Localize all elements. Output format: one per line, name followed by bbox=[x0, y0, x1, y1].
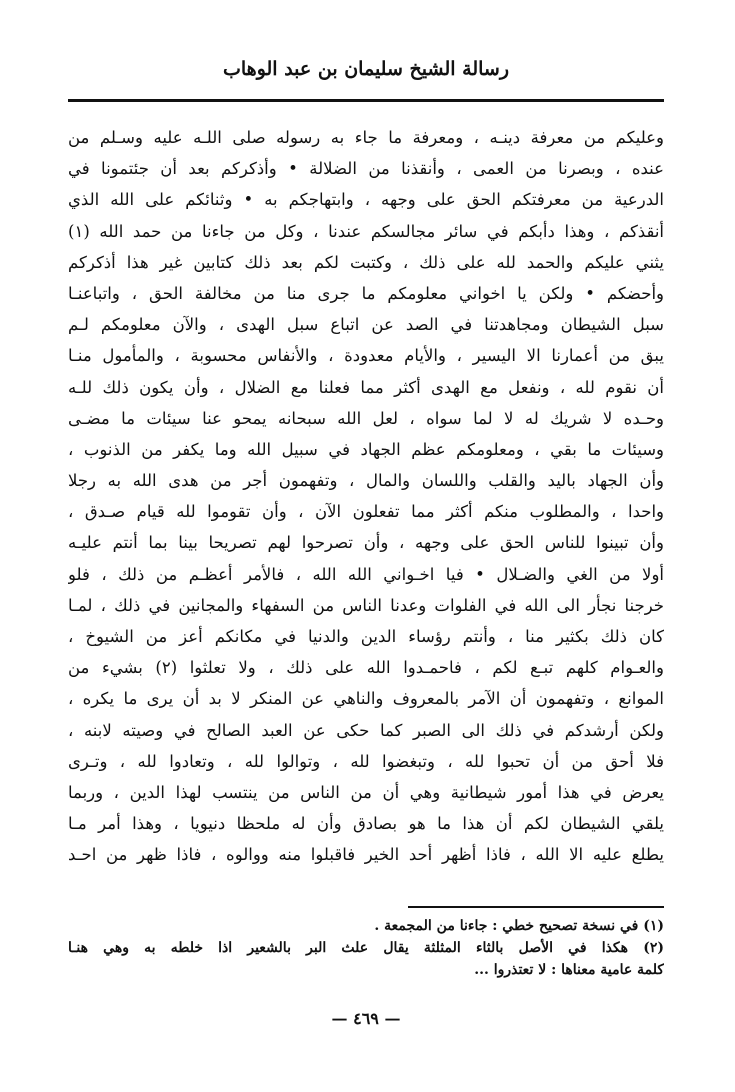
text-line: أولا من الغي والضـلال • فيا اخـواني الله الله ، فالأمر أعظـم من ذلك ، فلو bbox=[68, 564, 664, 584]
text-line: وأن تبينوا للناس الحق على وجهه ، وأن تصرحوا لهم تصريحا بينا بما أنتم عليـه bbox=[68, 533, 664, 553]
text-line: أنقذكم ، وهذا دأبكم في سائر مجالسكم عندنا ، وكل من جاءنا من حمد الله (١) bbox=[68, 221, 664, 241]
text-line: كان ذلك بكثير منا ، وأنتم رؤساء الدين والدنيا في مكانكم أعز من الشيوخ ، bbox=[68, 627, 664, 646]
text-line: ولكن أرشدكم في ذلك الى الصبر كما حكى عن العبد الصالح في وصيته لابنه ، bbox=[68, 720, 664, 740]
text-line: وحـده لا شريك له لا لما سواه ، لعل الله سبحانه يمحو عنا سيئات ما مضـى bbox=[68, 408, 664, 428]
header-rule bbox=[68, 99, 664, 102]
body-text bbox=[68, 122, 664, 871]
text-line: يطلع عليه الا الله ، فاذا أظهر أحد الخير فاقبلوا منه ووالوه ، فاذا ظهر من احـد bbox=[68, 845, 664, 865]
footnote-2-line-1: (٢) هكذا في الأصل بالثاء المثلثة يقال علث البر بالشعير اذا خلطه به وهي هنـا bbox=[68, 940, 664, 956]
text-line: وسيئات ما بقي ، ومعلومكم عظم الجهاد في سبيل الله وما يكفر من الذنوب ، bbox=[68, 439, 664, 459]
text-line: خرجنا نجأر الى الله في الفلوات وعدنا الناس من السفهاء والمجانين في ذلك ، لمـا bbox=[68, 595, 664, 615]
text-line: وأن الجهاد باليد والقلب واللسان والمال ، وتفهمون أجر من هدى الله به رجلا bbox=[68, 471, 664, 491]
footnote-1: (١) في نسخة تصحيح خطي : جاءنا من المجمعة . bbox=[374, 918, 664, 934]
text-line: وأحضكم • ولكن يا اخواني معلومكم ما جرى منا من مخالفة الحق ، واتباعنـا bbox=[68, 283, 664, 303]
text-line: يلقي الشيطان لكم أن هذا ما هو بصادق وأن له ملحظا دنيويا ، وهذا أمر مـا bbox=[68, 814, 664, 834]
text-line: يعرض في هذا أمور شيطانية وهي أن من الناس من ينتسب لهذا الدين ، وربما bbox=[68, 782, 664, 802]
text-line: سبل الشيطان ومجاهدتنا في الصد عن اتباع سبل الهدى ، والآن معلومكم لـم bbox=[68, 315, 664, 335]
text-line: أن نقوم لله ، ونفعل مع الهدى أكثر مما فعلنا مع الضلال ، وأن يكون ذلك للـه bbox=[68, 377, 664, 397]
text-line: يثني عليكم والحمد لله على ذلك ، وكتبت لكم بعد ذلك كتابين غير هذا أذكركم bbox=[68, 252, 664, 272]
footnote-rule bbox=[408, 906, 664, 908]
footnote-2-line-2: كلمة عامية معناها : لا تعتذروا ... bbox=[474, 962, 664, 978]
text-line: الدرعية من معرفتكم الحق على وجهه ، وابتهاجكم به • وثنائكم على الله الذي bbox=[68, 190, 664, 210]
page-number: — ٤٦٩ — bbox=[331, 1009, 401, 1028]
text-line: عنده ، وبصرنا من العمى ، وأنقذنا من الضلالة • وأذكركم بعد أن جئتمونا في bbox=[68, 159, 664, 179]
running-header: رسالة الشيخ سليمان بن عبد الوهاب bbox=[223, 58, 509, 80]
text-line: وعليكم من معرفة دينـه ، ومعرفة ما جاء به رسوله صلى اللـه عليه وسـلم من bbox=[68, 128, 664, 147]
text-line: والعـوام كلهم تبـع لكم ، فاحمـدوا الله على ذلك ، ولا تعلثوا (٢) بشيء من bbox=[68, 658, 664, 678]
footnotes bbox=[68, 915, 664, 981]
text-line: فلا أحق من أن تحبوا لله ، وتبغضوا لله ، وتوالوا لله ، وتعادوا لله ، وتـرى bbox=[68, 751, 664, 771]
text-line: الموانع ، وتفهمون أن الآمر بالمعروف والناهي عن المنكر لا بد أن يرى ما يكره ، bbox=[68, 689, 664, 709]
text-line: يبق من أعمارنا الا اليسير ، والأيام معدودة ، والأنفاس محسوبة ، والمأمول منـا bbox=[68, 346, 664, 366]
text-line: واحدا ، والمطلوب منكم أكثر مما تفعلون الآن ، وأن تقوموا لله قيام صـدق ، bbox=[68, 502, 664, 522]
